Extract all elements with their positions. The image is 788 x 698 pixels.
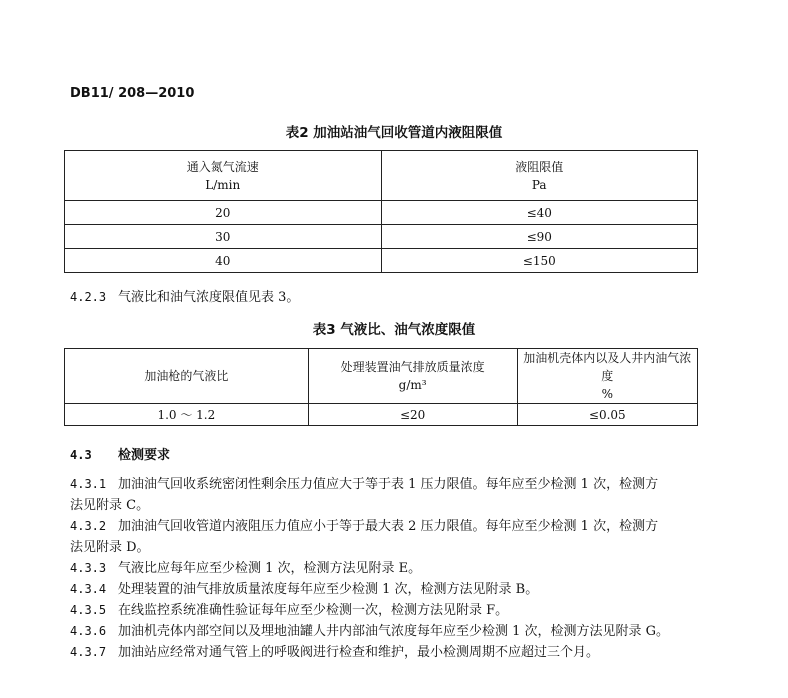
table-row xyxy=(65,404,698,426)
table-cell: ≤20 xyxy=(308,404,517,426)
clause-number: 4.3.5 xyxy=(70,603,107,617)
column-unit: % xyxy=(601,387,613,401)
clause-text: 加油机壳体内部空间以及埋地油罐人井内部油气浓度每年应至少检测 1 次，检测方法见附录 G。 xyxy=(118,624,670,639)
table-cell: 30 xyxy=(65,225,382,249)
clause-4-3-7 xyxy=(70,642,720,663)
document-code: DB11/ 208—2010 xyxy=(70,86,195,101)
clause-4-3-1 xyxy=(70,474,720,516)
column-unit: g/m³ xyxy=(398,378,427,392)
clause-4-3-6 xyxy=(70,621,720,642)
clause-text: 加油油气回收管道内液阻压力值应小于等于最大表 2 压力限值。每年应至少检测 1 次，检测方 xyxy=(118,519,659,534)
clause-4-3-4 xyxy=(70,579,720,600)
table-row xyxy=(65,249,698,273)
table2 xyxy=(64,150,698,273)
clause-number: 4.3.7 xyxy=(70,645,107,659)
clause-4-3-2 xyxy=(70,516,720,558)
table-cell: ≤150 xyxy=(381,249,698,273)
clause-text: 加油站应经常对通气管上的呼吸阀进行检查和维护，最小检测周期不应超过三个月。 xyxy=(118,645,600,660)
clause-text: 处理装置的油气排放质量浓度每年应至少检测 1 次，检测方法见附录 B。 xyxy=(118,582,539,597)
column-name: 通入氮气流速 xyxy=(186,159,259,174)
section-number: 4.3 xyxy=(70,448,92,462)
column-unit: Pa xyxy=(531,177,547,192)
table2-header-cell xyxy=(381,151,698,201)
table-cell: ≤40 xyxy=(381,201,698,225)
clause-text: 在线监控系统准确性验证每年应至少检测一次，检测方法见附录 F。 xyxy=(118,603,509,618)
table-cell: 1.0 ～ 1.2 xyxy=(65,404,309,426)
table2-header-row xyxy=(65,151,698,201)
table-cell: ≤0.05 xyxy=(517,404,697,426)
table2-title: 表2 加油站油气回收管道内液阻限值 xyxy=(285,125,503,141)
clause-text: 气液比和油气浓度限值见表 3。 xyxy=(118,290,300,305)
clause-number: 4.3.1 xyxy=(70,477,107,491)
table-cell: 40 xyxy=(65,249,382,273)
clause-text: 加油油气回收系统密闭性剩余压力值应大于等于表 1 压力限值。每年应至少检测 1 次，检测方 xyxy=(118,477,659,492)
clause-number: 4.3.4 xyxy=(70,582,107,596)
clause-continuation: 法见附录 D。 xyxy=(70,540,150,555)
section-title: 检测要求 xyxy=(118,448,171,463)
table3 xyxy=(64,348,698,426)
clause-number: 4.3.6 xyxy=(70,624,107,638)
clause-4-3-3 xyxy=(70,558,720,579)
table3-header-row xyxy=(65,349,698,404)
clause-4-2-3 xyxy=(70,287,299,308)
clause-number: 4.3.2 xyxy=(70,519,107,533)
column-name: 处理装置油气排放质量浓度 xyxy=(340,360,485,374)
clause-text: 气液比应每年应至少检测 1 次，检测方法见附录 E。 xyxy=(118,561,422,576)
table3-header-cell xyxy=(65,349,309,404)
clause-number: 4.2.3 xyxy=(70,290,107,304)
column-name: 加油枪的气液比 xyxy=(144,369,229,383)
clause-4-3-5 xyxy=(70,600,720,621)
table-cell: 20 xyxy=(65,201,382,225)
clause-line xyxy=(70,516,720,537)
table2-header-cell xyxy=(65,151,382,201)
clause-number: 4.3.3 xyxy=(70,561,107,575)
table3-header-cell xyxy=(308,349,517,404)
clause-line xyxy=(70,474,720,495)
clauses-list xyxy=(70,474,720,663)
column-unit: L/min xyxy=(205,177,241,192)
table-row xyxy=(65,225,698,249)
clause-continuation: 法见附录 C。 xyxy=(70,498,150,513)
column-name: 加油机壳体内以及人井内油气浓度 xyxy=(523,351,692,383)
table-cell: ≤90 xyxy=(381,225,698,249)
table3-title: 表3 气液比、油气浓度限值 xyxy=(312,322,476,338)
table-row xyxy=(65,201,698,225)
column-name: 液阻限值 xyxy=(515,159,564,174)
section-4-3-heading xyxy=(70,445,170,466)
table3-header-cell xyxy=(517,349,697,404)
